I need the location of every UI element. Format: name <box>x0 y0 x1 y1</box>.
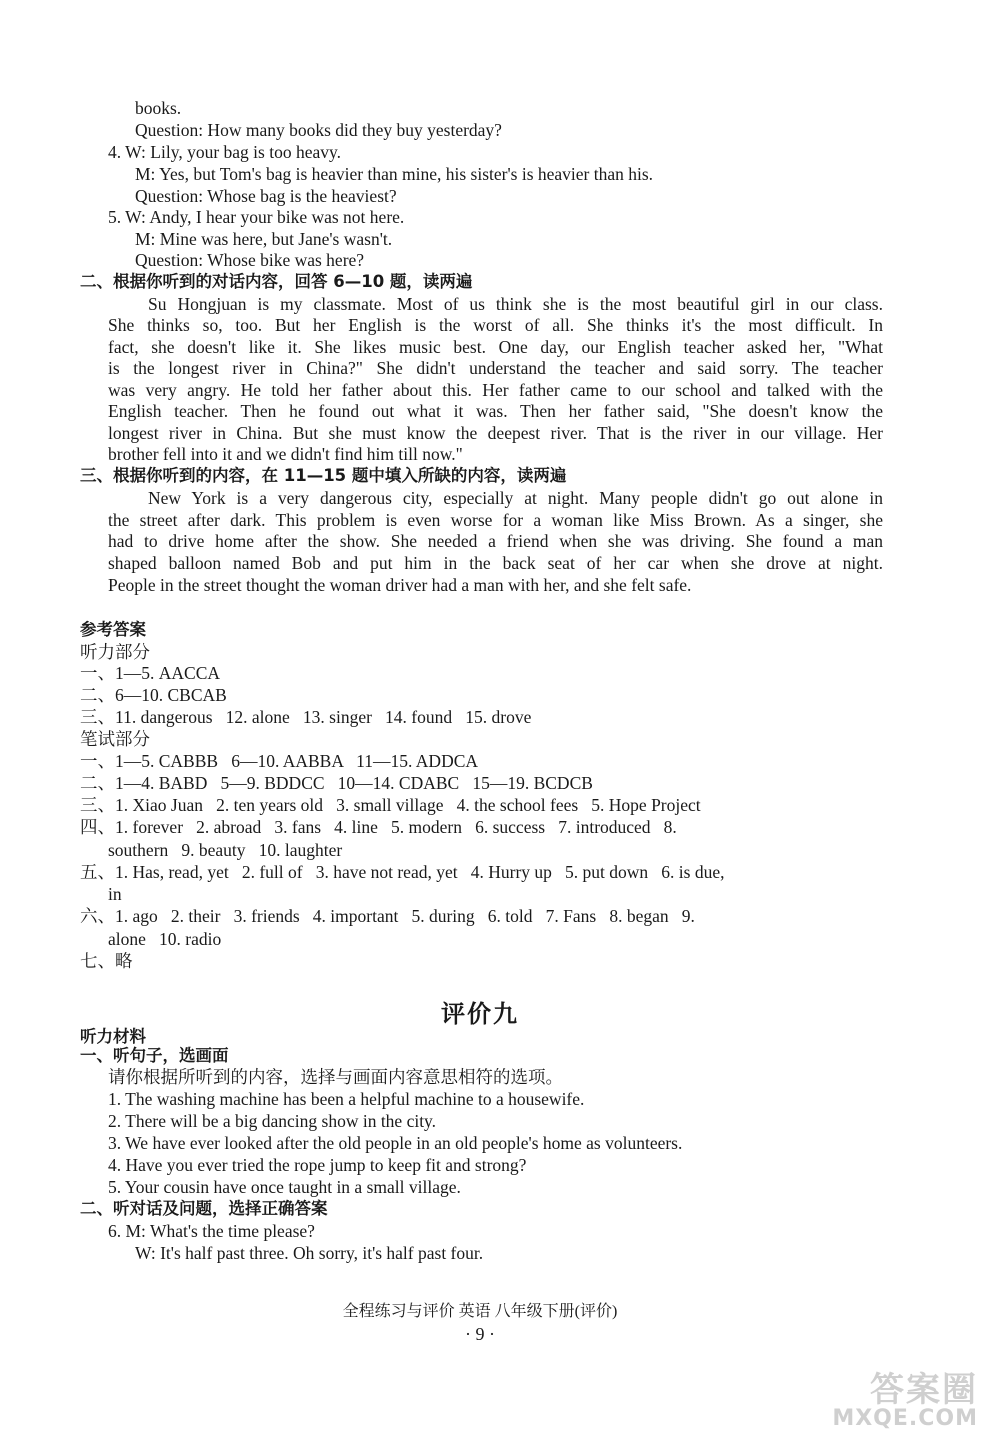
answers-heading: 参考答案 <box>80 620 146 639</box>
list-item: 4. Have you ever tried the rope jump to keep fit and strong? <box>108 1155 527 1175</box>
footer-book-title: 全程练习与评价 英语 八年级下册(评价) <box>342 1303 618 1320</box>
watermark-text: 答案圈 <box>870 1370 978 1410</box>
paragraph-line: People in the street thought the woman driver had a man with her, and she felt safe. <box>108 575 692 595</box>
section-heading: 二、根据你听到的对话内容，回答 6—10 题，读两遍 <box>80 272 473 291</box>
text-line: Question: Whose bag is the heaviest? <box>135 186 397 206</box>
paragraph-line: was very angry. He told her father about this. Her father came to our school and talked with the <box>108 380 883 400</box>
answer-line: 六、1. ago 2. their 3. friends 4. important 5. during 6. told 7. Fans 8. began 9. <box>80 906 695 926</box>
paragraph-line: She thinks so, too. But her English is the worst of all. She thinks it's the most difficult. In <box>108 315 883 335</box>
text-line: 4. W: Lily, your bag is too heavy. <box>108 142 341 162</box>
paragraph-line: is the longest river in China?" She didn't understand the teacher and said sorry. The teacher <box>108 358 883 378</box>
text-line: M: Yes, but Tom's bag is heavier than mine, his sister's is heavier than his. <box>135 164 654 184</box>
answers-subheading: 笔试部分 <box>80 729 150 749</box>
text-line: 5. W: Andy, I hear your bike was not here. <box>108 207 405 227</box>
answers-subheading: 听力部分 <box>80 642 150 662</box>
answer-line: 二、1—4. BABD 5—9. BDDCC 10—14. CDABC 15—19. BCDCB <box>80 773 593 793</box>
answer-line: 五、1. Has, read, yet 2. full of 3. have not read, yet 4. Hurry up 5. put down 6. is due, <box>80 862 725 882</box>
answer-line: southern 9. beauty 10. laughter <box>108 840 343 860</box>
list-item: 5. Your cousin have once taught in a small village. <box>108 1177 461 1197</box>
list-item: 2. There will be a big dancing show in the city. <box>108 1111 437 1131</box>
section-heading: 二、听对话及问题，选择正确答案 <box>80 1199 328 1218</box>
paragraph-line: shaped balloon named Bob and put him in the back seat of her car when she drove at night. <box>108 553 883 573</box>
text-line: books. <box>135 98 182 118</box>
answer-line: 二、6—10. CBCAB <box>80 685 227 705</box>
paragraph-line: brother fell into it and we didn't find him till now." <box>108 444 463 464</box>
paragraph-line: the street after dark. This problem is even worse for a woman like Miss Brown. As a singer, she <box>108 510 883 530</box>
section-heading: 听力材料 <box>80 1027 146 1046</box>
answer-line: 四、1. forever 2. abroad 3. fans 4. line 5. modern 6. success 7. introduced 8. <box>80 817 677 837</box>
list-item: 1. The washing machine has been a helpful machine to a housewife. <box>108 1089 585 1109</box>
text-line: M: Mine was here, but Jane's wasn't. <box>135 229 393 249</box>
answer-line: alone 10. radio <box>108 929 222 949</box>
list-item: 3. We have ever looked after the old people in an old people's home as volunteers. <box>108 1133 683 1153</box>
answer-line: 三、1. Xiao Juan 2. ten years old 3. small village 4. the school fees 5. Hope Project <box>80 795 701 815</box>
answer-line: 一、1—5. CABBB 6—10. AABBA 11—15. ADDCA <box>80 751 479 771</box>
answer-line: 一、1—5. AACCA <box>80 663 221 683</box>
instruction-line: 请你根据所听到的内容，选择与画面内容意思相符的选项。 <box>108 1067 563 1087</box>
watermark-url: MXQE.COM <box>832 1406 978 1431</box>
text-line: Question: Whose bike was here? <box>135 250 365 270</box>
section-heading: 三、根据你听到的内容，在 11—15 题中填入所缺的内容，读两遍 <box>80 466 567 485</box>
answer-line: in <box>108 884 122 904</box>
paragraph-line: English teacher. Then he found out what it was. Then her father said, "She doesn't know the <box>108 401 883 421</box>
dialogue-line: 6. M: What's the time please? <box>108 1221 315 1241</box>
text-line: Question: How many books did they buy yesterday? <box>135 120 502 140</box>
dialogue-line: W: It's half past three. Oh sorry, it's half past four. <box>135 1243 484 1263</box>
paragraph-line: longest river in China. But she must know the deepest river. That is the river in our village. Her <box>108 423 883 443</box>
watermark-logo <box>832 1372 978 1430</box>
section-heading: 一、听句子，选画面 <box>80 1046 229 1065</box>
paragraph-line: New York is a very dangerous city, especially at night. Many people didn't go out alone in <box>148 488 883 508</box>
page-number: · 9 · <box>465 1324 495 1344</box>
answer-line: 三、11. dangerous 12. alone 13. singer 14. found 15. drove <box>80 707 532 727</box>
paragraph-line: Su Hongjuan is my classmate. Most of us think she is the most beautiful girl in our class. <box>148 294 883 314</box>
page-title: 评价九 <box>441 1000 519 1028</box>
paragraph-line: fact, she doesn't like it. She likes music best. One day, our English teacher asked her, "What <box>108 337 883 357</box>
paragraph-line: had to drive home after the show. She needed a friend when she was driving. She found a man <box>108 531 883 551</box>
answer-line: 七、略 <box>80 951 133 971</box>
